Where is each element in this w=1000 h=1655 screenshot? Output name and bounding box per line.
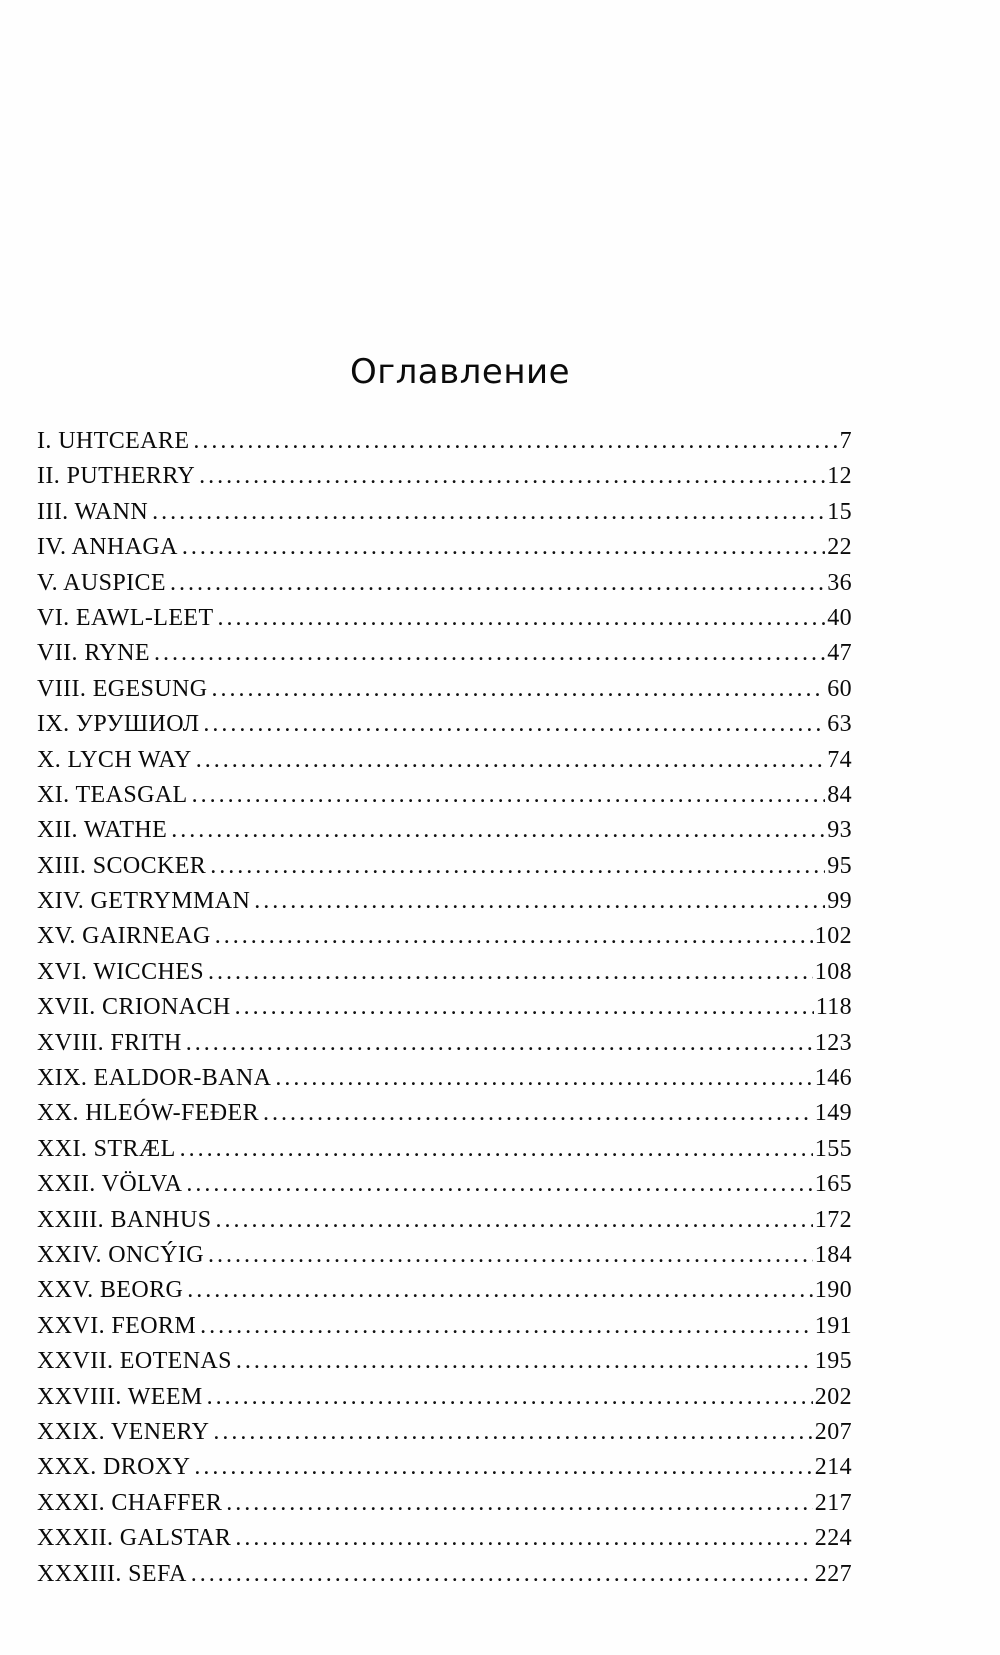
toc-entry-title: VI. EAWL-LEET xyxy=(37,604,214,631)
toc-entry-page-number: 118 xyxy=(815,994,852,1021)
toc-entry-title: XVII. CRIONACH xyxy=(37,994,231,1021)
dot-leader xyxy=(216,1207,813,1234)
toc-entry-page-number: 217 xyxy=(814,1489,852,1516)
dot-leader xyxy=(203,711,825,738)
toc-entry xyxy=(37,853,852,888)
toc-entry-title: XXXIII. SEFA xyxy=(37,1560,187,1587)
toc-entry-title: XIII. SCOCKER xyxy=(37,852,207,879)
toc-entry xyxy=(37,1065,852,1100)
toc-entry xyxy=(37,605,852,640)
toc-entry xyxy=(37,1171,852,1206)
toc-entry-title: XIV. GETRYMMAN xyxy=(37,888,251,915)
dot-leader xyxy=(170,570,825,597)
dot-leader xyxy=(218,605,826,632)
toc-entry-title: XXV. BEORG xyxy=(37,1277,184,1304)
dot-leader xyxy=(192,782,826,809)
dot-leader xyxy=(263,1100,813,1127)
dot-leader xyxy=(213,1419,812,1446)
dot-leader xyxy=(171,817,825,844)
toc-entry-title: XVI. WICCHES xyxy=(37,958,205,985)
toc-entry xyxy=(37,1490,852,1525)
dot-leader xyxy=(182,534,825,561)
toc-entry-page-number: 15 xyxy=(827,498,852,525)
dot-leader xyxy=(236,1348,813,1375)
toc-entry-title: IX. УРУШИОЛ xyxy=(37,711,200,738)
toc-entry xyxy=(37,676,852,711)
toc-entry-title: XVIII. FRITH xyxy=(37,1029,182,1056)
dot-leader xyxy=(210,853,825,880)
dot-leader xyxy=(199,463,825,490)
dot-leader xyxy=(152,499,825,526)
toc-entry xyxy=(37,1384,852,1419)
toc-entry-page-number: 155 xyxy=(814,1135,852,1162)
dot-leader xyxy=(194,1454,812,1481)
toc-entry-page-number: 7 xyxy=(839,428,852,454)
toc-entry xyxy=(37,570,852,605)
toc-entry-title: II. PUTHERRY xyxy=(37,463,196,490)
dot-leader xyxy=(215,923,813,950)
dot-leader xyxy=(275,1065,812,1092)
toc-entry-page-number: 74 xyxy=(827,746,852,773)
toc-entry-title: XX. HLEÓW-FEÐER xyxy=(37,1100,259,1127)
toc-entry-page-number: 84 xyxy=(827,781,852,808)
toc-entry xyxy=(37,534,852,569)
dot-leader xyxy=(235,994,814,1021)
table-of-contents xyxy=(37,428,852,1596)
toc-entry-title: XXIII. BANHUS xyxy=(37,1206,212,1233)
toc-entry xyxy=(37,463,852,498)
toc-entry xyxy=(37,1030,852,1065)
toc-entry-title: XXIV. ONCÝIG xyxy=(37,1241,205,1268)
toc-entry xyxy=(37,1525,852,1560)
toc-entry-title: XXX. DROXY xyxy=(37,1454,191,1481)
toc-entry-page-number: 191 xyxy=(814,1312,852,1339)
page-title: Оглавление xyxy=(349,352,571,392)
toc-entry-title: XXXII. GALSTAR xyxy=(37,1525,232,1552)
toc-entry-page-number: 99 xyxy=(827,888,852,915)
toc-entry-title: VIII. EGESUNG xyxy=(37,675,208,702)
dot-leader xyxy=(180,1136,813,1163)
dot-leader xyxy=(154,640,825,667)
toc-entry xyxy=(37,994,852,1029)
dot-leader xyxy=(200,1313,813,1340)
toc-entry xyxy=(37,1100,852,1135)
toc-entry-page-number: 146 xyxy=(814,1065,852,1092)
toc-entry-page-number: 102 xyxy=(814,923,852,950)
toc-entry-title: XII. WATHE xyxy=(37,817,168,844)
toc-entry-title: III. WANN xyxy=(37,498,149,525)
toc-entry xyxy=(37,1136,852,1171)
toc-entry-page-number: 207 xyxy=(814,1418,852,1445)
toc-entry xyxy=(37,747,852,782)
toc-entry xyxy=(37,711,852,746)
toc-entry-page-number: 149 xyxy=(814,1100,852,1127)
toc-entry-title: XXVII. EOTENAS xyxy=(37,1348,232,1375)
toc-entry-page-number: 202 xyxy=(814,1383,852,1410)
toc-entry-title: I. UHTCEARE xyxy=(37,428,190,454)
toc-entry-title: XI. TEASGAL xyxy=(37,781,188,808)
dot-leader xyxy=(235,1525,812,1552)
toc-entry-page-number: 190 xyxy=(814,1277,852,1304)
toc-entry-page-number: 108 xyxy=(814,958,852,985)
toc-entry xyxy=(37,1561,852,1596)
toc-entry-title: XXII. VÖLVA xyxy=(37,1171,183,1198)
toc-entry-page-number: 60 xyxy=(827,675,852,702)
toc-entry-page-number: 123 xyxy=(814,1029,852,1056)
toc-entry-page-number: 227 xyxy=(814,1560,852,1587)
toc-entry-title: XXVIII. WEEM xyxy=(37,1383,203,1410)
toc-entry-page-number: 195 xyxy=(814,1348,852,1375)
toc-entry-title: XV. GAIRNEAG xyxy=(37,923,211,950)
toc-entry-title: V. AUSPICE xyxy=(37,569,166,596)
toc-entry-page-number: 224 xyxy=(814,1525,852,1552)
dot-leader xyxy=(208,959,813,986)
toc-entry-page-number: 22 xyxy=(827,534,852,561)
toc-entry xyxy=(37,782,852,817)
toc-entry-title: XXI. STRÆL xyxy=(37,1135,176,1162)
toc-entry-title: XXVI. FEORM xyxy=(37,1312,197,1339)
toc-entry-title: IV. ANHAGA xyxy=(37,534,178,561)
toc-entry xyxy=(37,959,852,994)
toc-entry xyxy=(37,923,852,958)
toc-entry-page-number: 172 xyxy=(814,1206,852,1233)
toc-entry-page-number: 12 xyxy=(827,463,852,490)
toc-entry xyxy=(37,1454,852,1489)
toc-entry xyxy=(37,499,852,534)
dot-leader xyxy=(207,1384,813,1411)
toc-entry-title: XXXI. CHAFFER xyxy=(37,1489,223,1516)
toc-entry-page-number: 40 xyxy=(827,604,852,631)
toc-entry xyxy=(37,1242,852,1277)
toc-entry-title: VII. RYNE xyxy=(37,640,150,667)
dot-leader xyxy=(226,1490,813,1517)
toc-entry-page-number: 47 xyxy=(827,640,852,667)
toc-entry xyxy=(37,1419,852,1454)
toc-entry xyxy=(37,1277,852,1312)
toc-entry xyxy=(37,1313,852,1348)
toc-entry xyxy=(37,1348,852,1383)
dot-leader xyxy=(212,676,826,703)
toc-entry-page-number: 63 xyxy=(827,711,852,738)
toc-entry-page-number: 93 xyxy=(827,817,852,844)
toc-entry-page-number: 214 xyxy=(814,1454,852,1481)
dot-leader xyxy=(186,1030,813,1057)
dot-leader xyxy=(191,1561,813,1588)
toc-entry-page-number: 165 xyxy=(814,1171,852,1198)
dot-leader xyxy=(186,1171,812,1198)
toc-entry-title: XIX. EALDOR-BANA xyxy=(37,1065,272,1092)
toc-entry-page-number: 184 xyxy=(814,1241,852,1268)
dot-leader xyxy=(193,428,837,455)
dot-leader xyxy=(196,747,826,774)
toc-entry xyxy=(37,817,852,852)
toc-entry xyxy=(37,1207,852,1242)
toc-entry xyxy=(37,888,852,923)
toc-entry-title: XXIX. VENERY xyxy=(37,1418,210,1445)
dot-leader xyxy=(208,1242,813,1269)
toc-entry-page-number: 95 xyxy=(827,852,852,879)
toc-entry xyxy=(37,640,852,675)
toc-entry-page-number: 36 xyxy=(827,569,852,596)
dot-leader xyxy=(254,888,825,915)
toc-entry xyxy=(37,428,852,463)
toc-entry-title: X. LYCH WAY xyxy=(37,746,192,773)
dot-leader xyxy=(187,1277,813,1304)
